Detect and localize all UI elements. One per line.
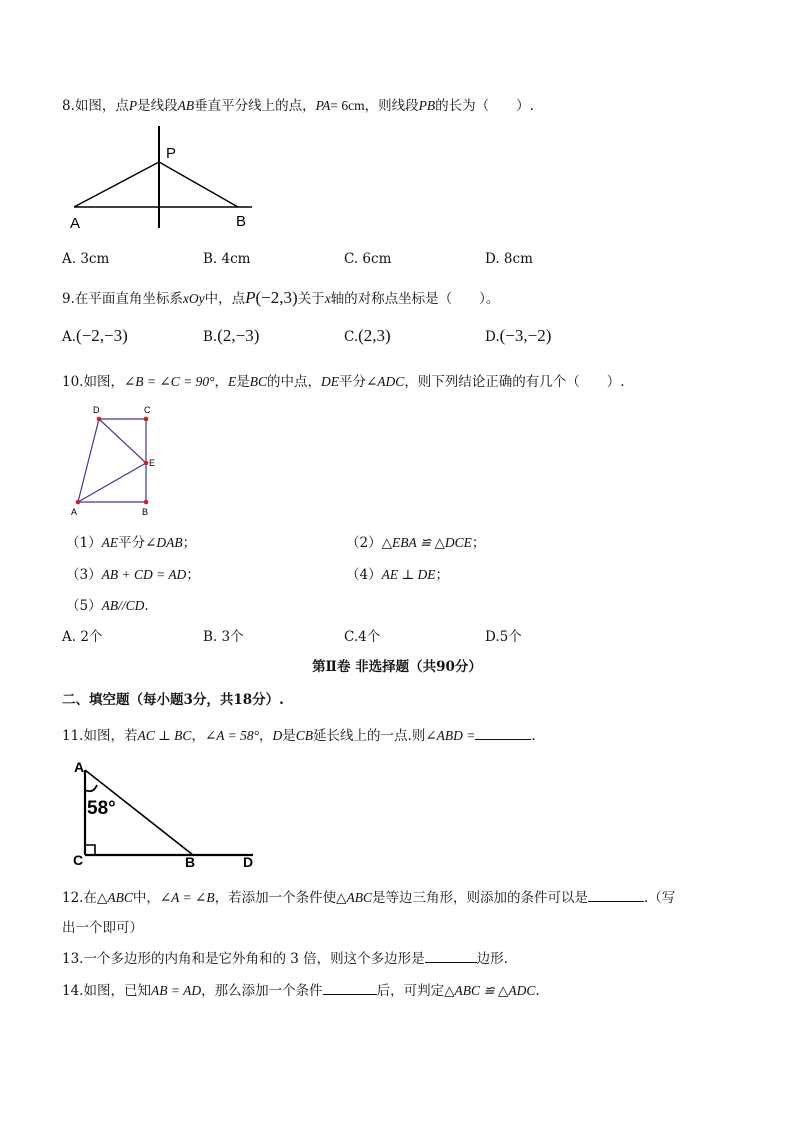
q8-option-a: A. 3cm [62,251,110,267]
q9-option-b: B.(2,−3) [203,326,260,345]
question-11-stem: 11.如图，若AC ⊥ BC，∠A = 58°，D是CB延长线上的一点.则∠ABD = . [62,728,536,744]
q10-statement-4: （4）AE ⊥ DE； [346,567,450,583]
label-b: B [236,213,247,230]
part-2-title: 二、填空题（每小题3分，共18分）. [62,692,284,708]
q10-statement-1: （1）AE平分∠DAB； [66,535,197,551]
q10-statement-5: （5）AB//CD. [66,598,149,614]
answer-blank-q12[interactable] [588,890,644,902]
math-p: P [128,98,138,113]
math-angles: ∠B = ∠C = 90° [123,374,215,389]
math-ab: AB [177,98,195,113]
answer-blank-q13[interactable] [425,951,477,963]
question-10-stem: 10.如图，∠B = ∠C = 90°，E是BC的中点，DE平分∠ADC，则下列结论正确的有几个（ ）. [62,374,625,390]
label-e: E [149,458,156,468]
q9-option-c: C.(2,3) [344,326,391,345]
question-8-stem: 8.如图，点P是线段AB垂直平分线上的点，PA= 6cm，则线段PB的长为（ ）. [62,98,534,114]
q8-option-b: B. 4cm [203,251,251,267]
math-point-p: P [245,288,256,307]
q10-option-a: A. 2个 [62,629,103,645]
math-pb: PB [418,98,436,113]
q10-option-d: D.5个 [485,629,522,645]
question-12-cont: 出一个即可） [62,920,143,936]
q8-option-c: C. 6cm [344,251,392,267]
figure-q10 [64,402,174,520]
q10-statement-3: （3）AB + CD = AD； [66,567,200,583]
angle-label: 58° [87,798,116,819]
label-a: A [74,759,85,775]
math-x: x [324,291,331,306]
q10-statement-2: （2）△EBA ≌ △DCE； [346,535,486,551]
question-9-stem: 9.在平面直角坐标系xOy中，点P(−2,3)关于x轴的对称点坐标是（ ）。 [62,288,500,307]
question-13-stem: 13.一个多边形的内角和是它外角和的 3 倍，则这个多边形是 边形. [62,951,508,967]
label-c: C [144,405,151,415]
q9-option-a: A.(−2,−3) [62,326,128,345]
label-a: A [71,507,78,517]
label-d: D [243,854,254,870]
q10-option-b: B. 3个 [203,629,244,645]
figure-q11 [70,756,265,871]
label-p: P [166,145,177,162]
label-d: D [93,405,100,415]
label-b: B [185,854,196,870]
math-pa: PA [315,98,331,113]
label-b: B [142,507,149,517]
answer-blank-q11[interactable] [475,728,531,740]
label-a: A [70,215,81,232]
section-2-title: 第Ⅱ卷 非选择题（共90分） [312,659,482,675]
figure-q8 [60,120,260,235]
math-xoy: xOy [182,291,205,306]
question-12-stem: 12.在△ABC中，∠A = ∠B，若添加一个条件使△ABC是等边三角形，则添加的条件可以是 .（写 [62,890,676,906]
answer-blank-q14[interactable] [323,983,377,995]
question-14-stem: 14.如图，已知AB = AD，那么添加一个条件 后，可判定△ABC ≌ △ADC. [62,983,540,999]
q8-option-d: D. 8cm [485,251,533,267]
label-c: C [73,852,84,868]
q9-option-d: D.(−3,−2) [485,326,552,345]
q10-option-c: C.4个 [344,629,381,645]
